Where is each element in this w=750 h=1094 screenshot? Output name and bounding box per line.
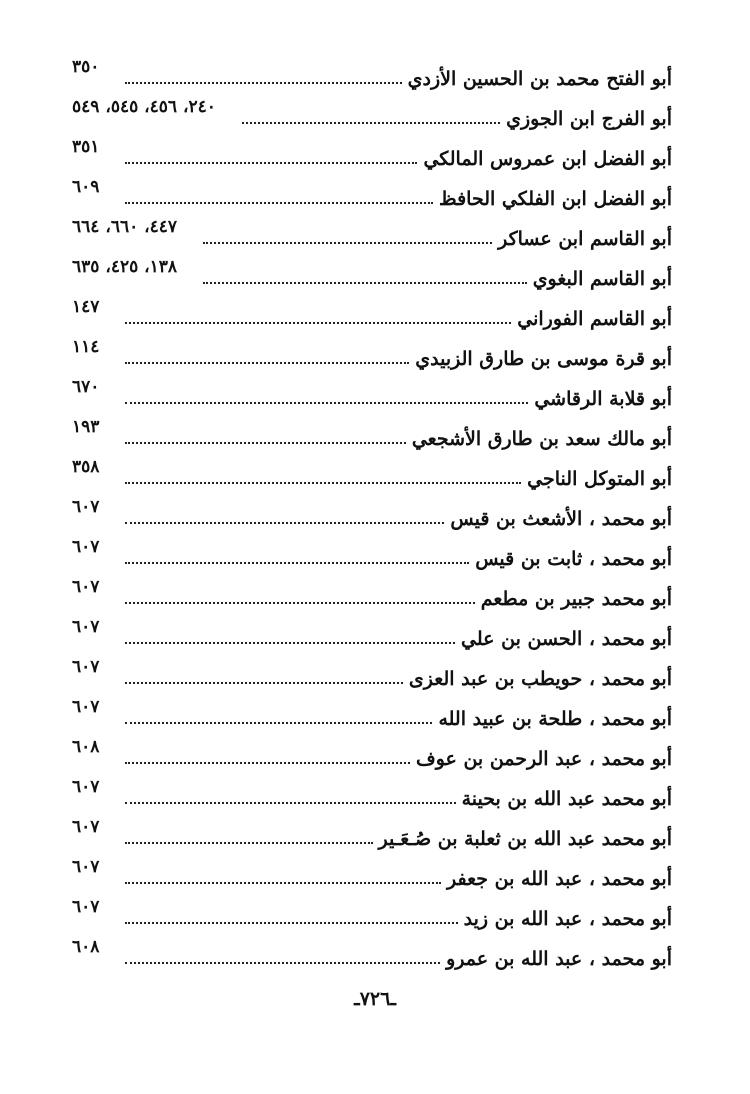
dot-leader xyxy=(125,202,433,204)
entry-pages: ٦٠٧ xyxy=(72,617,100,637)
dot-leader xyxy=(125,522,444,524)
entry-name: أبو محمد ، الأشعث بن قيس xyxy=(450,508,672,530)
entry-name: أبو الفضل ابن عمروس المالكي xyxy=(423,148,672,170)
index-entry xyxy=(72,732,672,772)
index-entry xyxy=(72,692,672,732)
entry-name: أبو محمد ، عبد الله بن زيد xyxy=(463,908,672,930)
entry-name: أبو محمد عبد الله بن بحينة xyxy=(461,788,672,810)
entry-pages: ٣٥١ xyxy=(72,137,100,157)
entry-pages: ٦٠٨ xyxy=(72,937,100,957)
entry-name: أبو قرة موسى بن طارق الزبيدي xyxy=(415,348,672,370)
entry-pages: ٦٠٧ xyxy=(72,537,100,557)
entry-name: أبو محمد ، عبد الله بن عمرو xyxy=(446,948,672,970)
index-entry xyxy=(72,332,672,372)
entry-name: أبو الفتح محمد بن الحسين الأزدي xyxy=(407,68,672,90)
entry-pages: ٦٠٧ xyxy=(72,657,100,677)
entry-pages: ٢٤٠، ٤٥٦، ٥٤٥، ٥٤٩ xyxy=(72,97,216,117)
dot-leader xyxy=(125,922,457,924)
dot-leader xyxy=(125,562,469,564)
dot-leader xyxy=(203,242,492,244)
dot-leader xyxy=(242,122,500,124)
entry-pages: ٤٤٧، ٦٦٠، ٦٦٤ xyxy=(72,217,178,237)
index-list xyxy=(72,52,672,972)
index-entry xyxy=(72,612,672,652)
dot-leader xyxy=(125,962,440,964)
dot-leader xyxy=(125,602,474,604)
index-entry xyxy=(72,372,672,412)
entry-pages: ٣٥٨ xyxy=(72,457,100,477)
index-entry xyxy=(72,812,672,852)
entry-pages: ٦٠٧ xyxy=(72,897,100,917)
entry-pages: ٣٥٠ xyxy=(72,57,100,77)
entry-name: أبو محمد عبد الله بن ثعلبة بن صُـعَـير xyxy=(378,828,672,850)
index-entry xyxy=(72,852,672,892)
entry-name: أبو القاسم ابن عساكر xyxy=(498,228,672,250)
entry-name: أبو المتوكل الناجي xyxy=(527,468,672,490)
dot-leader xyxy=(125,482,521,484)
entry-pages: ٦٧٠ xyxy=(72,377,100,397)
dot-leader xyxy=(125,722,432,724)
index-entry xyxy=(72,652,672,692)
index-entry xyxy=(72,412,672,452)
index-entry xyxy=(72,932,672,972)
dot-leader xyxy=(125,82,401,84)
dot-leader xyxy=(125,842,372,844)
entry-name: أبو الفرج ابن الجوزي xyxy=(506,108,672,130)
dot-leader xyxy=(203,282,527,284)
index-entry xyxy=(72,292,672,332)
entry-name: أبو مالك سعد بن طارق الأشجعي xyxy=(411,428,672,450)
entry-pages: ٦٠٧ xyxy=(72,817,100,837)
entry-pages: ٦٠٩ xyxy=(72,177,100,197)
index-entry xyxy=(72,452,672,492)
entry-name: أبو القاسم الفوراني xyxy=(517,308,672,330)
entry-name: أبو الفضل ابن الفلكي الحافظ xyxy=(439,188,672,210)
dot-leader xyxy=(125,762,410,764)
dot-leader xyxy=(125,162,417,164)
dot-leader xyxy=(125,322,511,324)
entry-pages: ٦٠٧ xyxy=(72,577,100,597)
entry-pages: ١٤٧ xyxy=(72,297,100,317)
index-entry xyxy=(72,132,672,172)
index-entry xyxy=(72,772,672,812)
entry-pages: ٦٠٨ xyxy=(72,737,100,757)
entry-pages: ٦٠٧ xyxy=(72,777,100,797)
dot-leader xyxy=(125,882,441,884)
index-entry xyxy=(72,532,672,572)
dot-leader xyxy=(125,642,455,644)
entry-name: أبو محمد ، حويطب بن عبد العزى xyxy=(408,668,672,690)
entry-name: أبو محمد ، الحسن بن علي xyxy=(461,628,672,650)
entry-name: أبو محمد جبير بن مطعم xyxy=(480,588,672,610)
entry-pages: ٦٠٧ xyxy=(72,497,100,517)
entry-pages: ١١٤ xyxy=(72,337,100,357)
page-number: ـ٧٢٦ـ xyxy=(354,988,396,1010)
index-entry xyxy=(72,572,672,612)
index-entry xyxy=(72,252,672,292)
entry-pages: ١٣٨، ٤٢٥، ٦٣٥ xyxy=(72,257,178,277)
dot-leader xyxy=(125,362,409,364)
entry-name: أبو محمد ، عبد الرحمن بن عوف xyxy=(416,748,672,770)
entry-pages: ٦٠٧ xyxy=(72,857,100,877)
dot-leader xyxy=(125,402,528,404)
entry-name: أبو محمد ، ثابت بن قيس xyxy=(475,548,672,570)
dot-leader xyxy=(125,802,455,804)
dot-leader xyxy=(125,442,405,444)
entry-name: أبو محمد ، طلحة بن عبيد الله xyxy=(438,708,672,730)
index-entry xyxy=(72,172,672,212)
index-entry xyxy=(72,492,672,532)
entry-name: أبو محمد ، عبد الله بن جعفر xyxy=(447,868,672,890)
entry-pages: ١٩٣ xyxy=(72,417,100,437)
entry-name: أبو قلابة الرقاشي xyxy=(534,388,672,410)
index-entry xyxy=(72,52,672,92)
index-entry xyxy=(72,212,672,252)
entry-pages: ٦٠٧ xyxy=(72,697,100,717)
dot-leader xyxy=(125,682,403,684)
index-entry xyxy=(72,892,672,932)
entry-name: أبو القاسم البغوي xyxy=(532,268,672,290)
index-entry xyxy=(72,92,672,132)
